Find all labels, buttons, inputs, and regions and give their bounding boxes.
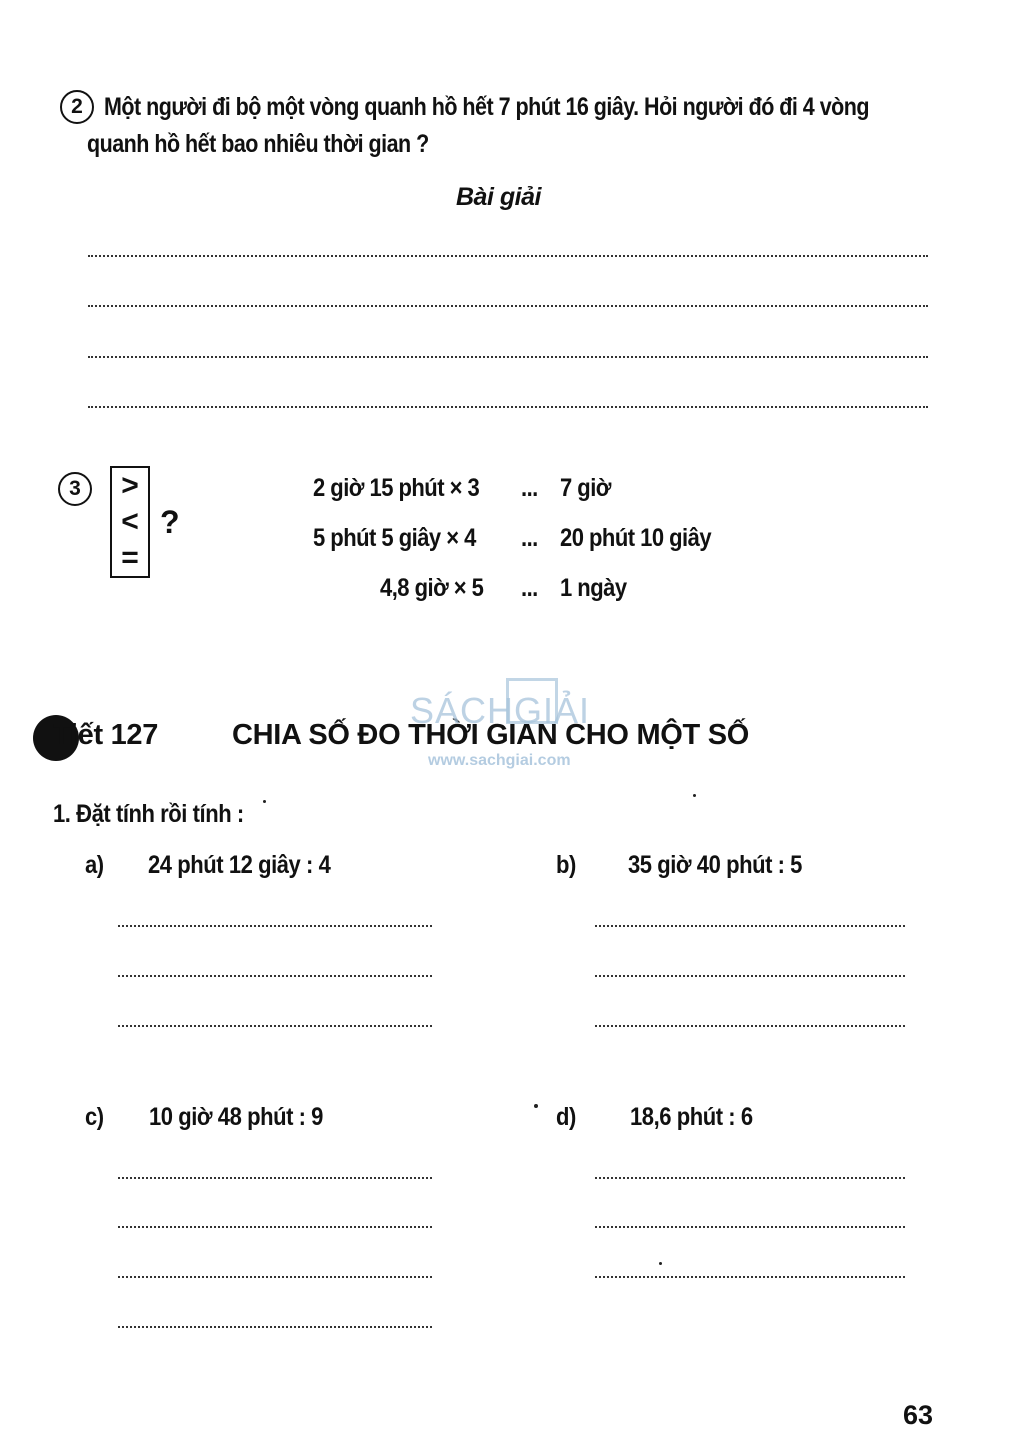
item-b-label: b) <box>556 851 576 879</box>
answer-line <box>118 1177 432 1179</box>
answer-line <box>118 1326 432 1328</box>
item-b-expression: 35 giờ 40 phút : 5 <box>628 851 802 879</box>
lesson-number: Tiết 127 <box>53 719 159 751</box>
watermark-logo-box <box>506 678 558 724</box>
item-d-label: d) <box>556 1103 576 1131</box>
question-mark: ? <box>160 504 180 540</box>
scan-speck <box>693 794 696 797</box>
scan-speck <box>534 1104 538 1108</box>
comparison-row-2-blank: ... <box>521 524 538 552</box>
page-number: 63 <box>903 1400 934 1430</box>
answer-line <box>88 255 928 257</box>
answer-line <box>88 356 928 358</box>
comparison-row-2-left: 5 phút 5 giây × 4 <box>313 524 476 552</box>
item-c-label: c) <box>85 1103 104 1131</box>
item-d-expression: 18,6 phút : 6 <box>630 1103 753 1131</box>
equals-symbol: = <box>121 541 139 574</box>
comparison-row-3-right: 1 ngày <box>560 574 627 602</box>
comparison-row-1-left: 2 giờ 15 phút × 3 <box>313 474 480 502</box>
answer-line <box>595 975 905 977</box>
lesson-title: CHIA SỐ ĐO THỜI GIAN CHO MỘT SỐ <box>232 719 750 751</box>
exercise-3-number: 3 <box>58 472 92 506</box>
exercise-2-question-line2: quanh hồ hết bao nhiêu thời gian ? <box>87 130 429 158</box>
item-a-expression: 24 phút 12 giây : 4 <box>148 851 331 879</box>
watermark-brand: SÁCHGIẢI <box>410 690 591 731</box>
exercise-2-number: 2 <box>60 90 94 124</box>
answer-line <box>118 925 432 927</box>
scan-speck <box>263 800 266 803</box>
answer-line <box>595 1226 905 1228</box>
exercise-2-question-line1: Một người đi bộ một vòng quanh hồ hết 7 phút 16 giây. Hỏi người đó đi 4 vòng <box>104 93 869 121</box>
answer-line <box>595 1177 905 1179</box>
answer-line <box>595 1025 905 1027</box>
answer-line <box>595 925 905 927</box>
scan-speck <box>659 1262 662 1265</box>
comparison-row-1-right: 7 giờ <box>560 474 611 502</box>
answer-line <box>118 975 432 977</box>
watermark-url: www.sachgiai.com <box>428 752 571 769</box>
less-than-symbol: < <box>121 505 139 538</box>
comparison-symbols-box <box>110 466 150 578</box>
solution-heading: Bài giải <box>456 183 541 211</box>
item-a-label: a) <box>85 851 104 879</box>
answer-line <box>118 1226 432 1228</box>
answer-line <box>88 406 928 408</box>
comparison-row-3-left: 4,8 giờ × 5 <box>380 574 484 602</box>
answer-line <box>595 1276 905 1278</box>
greater-than-symbol: > <box>121 469 139 502</box>
comparison-row-3-blank: ... <box>521 574 538 602</box>
answer-line <box>88 305 928 307</box>
comparison-row-2-right: 20 phút 10 giây <box>560 524 712 552</box>
answer-line <box>118 1025 432 1027</box>
comparison-row-1-blank: ... <box>521 474 538 502</box>
item-c-expression: 10 giờ 48 phút : 9 <box>149 1103 323 1131</box>
exercise-1-instruction: 1. Đặt tính rồi tính : <box>53 800 244 828</box>
answer-line <box>118 1276 432 1278</box>
